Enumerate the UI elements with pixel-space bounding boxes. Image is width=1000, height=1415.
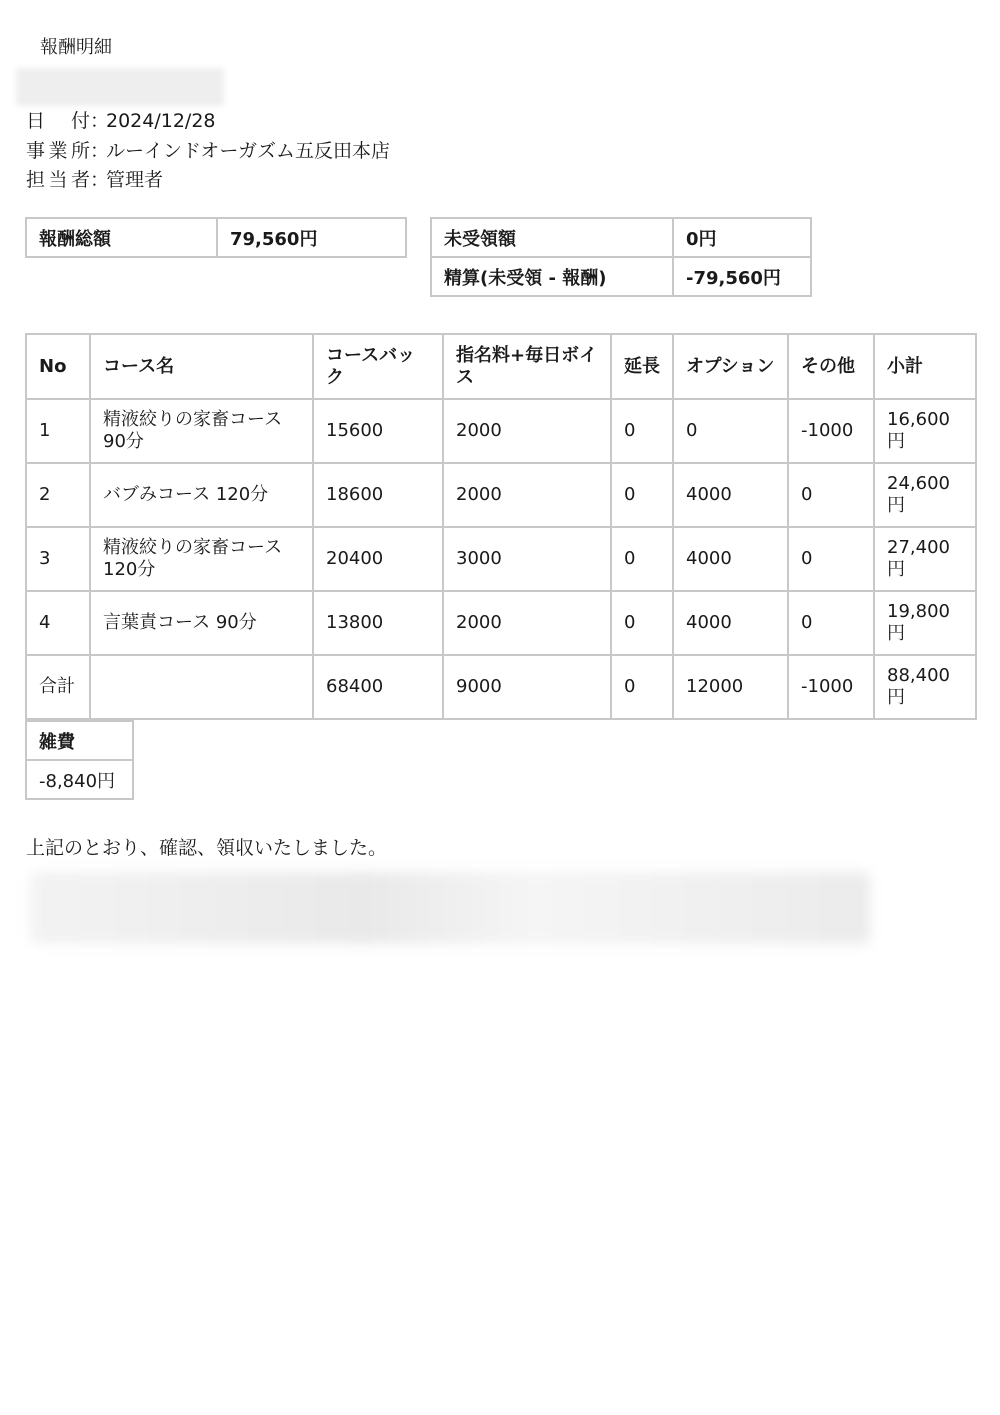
cell-other: -1000: [788, 655, 874, 719]
cell-nomination-voice: 2000: [443, 399, 611, 463]
misc-value: -8,840円: [26, 760, 133, 799]
office-label: 事業所: [26, 139, 90, 162]
cell-subtotal: 27,400円: [874, 527, 976, 591]
office-value: ルーインドオーガズム五反田本店: [106, 139, 391, 162]
header-course-name: コース名: [90, 334, 313, 399]
cell-course-back: 13800: [313, 591, 443, 655]
table-total-row: [26, 655, 976, 719]
cell-no: 1: [26, 399, 90, 463]
table-row: [26, 591, 976, 655]
cell-course-name: 精液絞りの家畜コース90分: [90, 399, 313, 463]
cell-extension: 0: [611, 591, 673, 655]
cell-option: 4000: [673, 463, 788, 527]
date-label: 日付: [26, 110, 90, 132]
table-row: [26, 399, 976, 463]
table-row: [26, 463, 976, 527]
cell-no: 3: [26, 527, 90, 591]
cell-course-name: バブみコース 120分: [90, 463, 313, 527]
cell-extension: 0: [611, 527, 673, 591]
cell-nomination-voice: 9000: [443, 655, 611, 719]
cell-course-back: 68400: [313, 655, 443, 719]
total-value: 79,560円: [217, 218, 406, 257]
office-colon: ：: [90, 139, 110, 162]
cell-option: 0: [673, 399, 788, 463]
cell-nomination-voice: 2000: [443, 591, 611, 655]
cell-subtotal: 16,600円: [874, 399, 976, 463]
total-label: 報酬総額: [26, 218, 217, 257]
cell-option: 4000: [673, 591, 788, 655]
misc-expense-table: [25, 720, 134, 800]
cell-course-name: [90, 655, 313, 719]
cell-other: 0: [788, 527, 874, 591]
cell-subtotal: 19,800円: [874, 591, 976, 655]
cell-total-label: 合計: [26, 655, 90, 719]
header-other: その他: [788, 334, 874, 399]
cell-course-name: 精液絞りの家畜コース120分: [90, 527, 313, 591]
cell-subtotal: 88,400円: [874, 655, 976, 719]
cell-option: 4000: [673, 527, 788, 591]
cell-course-back: 15600: [313, 399, 443, 463]
person-colon: ：: [90, 169, 110, 191]
settlement-summary-table: [430, 217, 812, 297]
unreceived-label: 未受領額: [431, 218, 673, 257]
total-summary-table: [25, 217, 407, 258]
receipt-confirmation-text: 上記のとおり、確認、領収いたしました。: [26, 837, 388, 859]
cell-no: 2: [26, 463, 90, 527]
header-no: No: [26, 334, 90, 399]
header-extension: 延長: [611, 334, 673, 399]
date-value: 2024/12/28: [106, 110, 216, 132]
document-title: 報酬明細: [40, 37, 112, 58]
document-meta: [26, 107, 390, 196]
date-row: [26, 107, 390, 137]
settlement-label: 精算(未受領 - 報酬): [431, 257, 673, 296]
person-row: [26, 166, 390, 196]
misc-label: 雑費: [26, 721, 133, 760]
table-row: [26, 527, 976, 591]
cell-nomination-voice: 3000: [443, 527, 611, 591]
cell-other: 0: [788, 591, 874, 655]
redacted-name-area: [16, 68, 224, 106]
cell-other: 0: [788, 463, 874, 527]
header-nomination-voice: 指名料+毎日ボイス: [443, 334, 611, 399]
cell-no: 4: [26, 591, 90, 655]
course-detail-table: [25, 333, 977, 720]
cell-subtotal: 24,600円: [874, 463, 976, 527]
date-colon: ：: [90, 110, 110, 132]
cell-other: -1000: [788, 399, 874, 463]
person-value: 管理者: [106, 169, 164, 191]
cell-extension: 0: [611, 399, 673, 463]
cell-option: 12000: [673, 655, 788, 719]
redacted-signature-area: [30, 872, 870, 944]
header-subtotal: 小計: [874, 334, 976, 399]
cell-nomination-voice: 2000: [443, 463, 611, 527]
cell-extension: 0: [611, 655, 673, 719]
header-option: オプション: [673, 334, 788, 399]
cell-course-back: 20400: [313, 527, 443, 591]
header-course-back: コースバック: [313, 334, 443, 399]
cell-course-name: 言葉責コース 90分: [90, 591, 313, 655]
person-label: 担当者: [26, 169, 90, 191]
table-header-row: [26, 334, 976, 399]
cell-extension: 0: [611, 463, 673, 527]
settlement-value: -79,560円: [673, 257, 811, 296]
office-row: [26, 137, 390, 167]
unreceived-value: 0円: [673, 218, 811, 257]
cell-course-back: 18600: [313, 463, 443, 527]
